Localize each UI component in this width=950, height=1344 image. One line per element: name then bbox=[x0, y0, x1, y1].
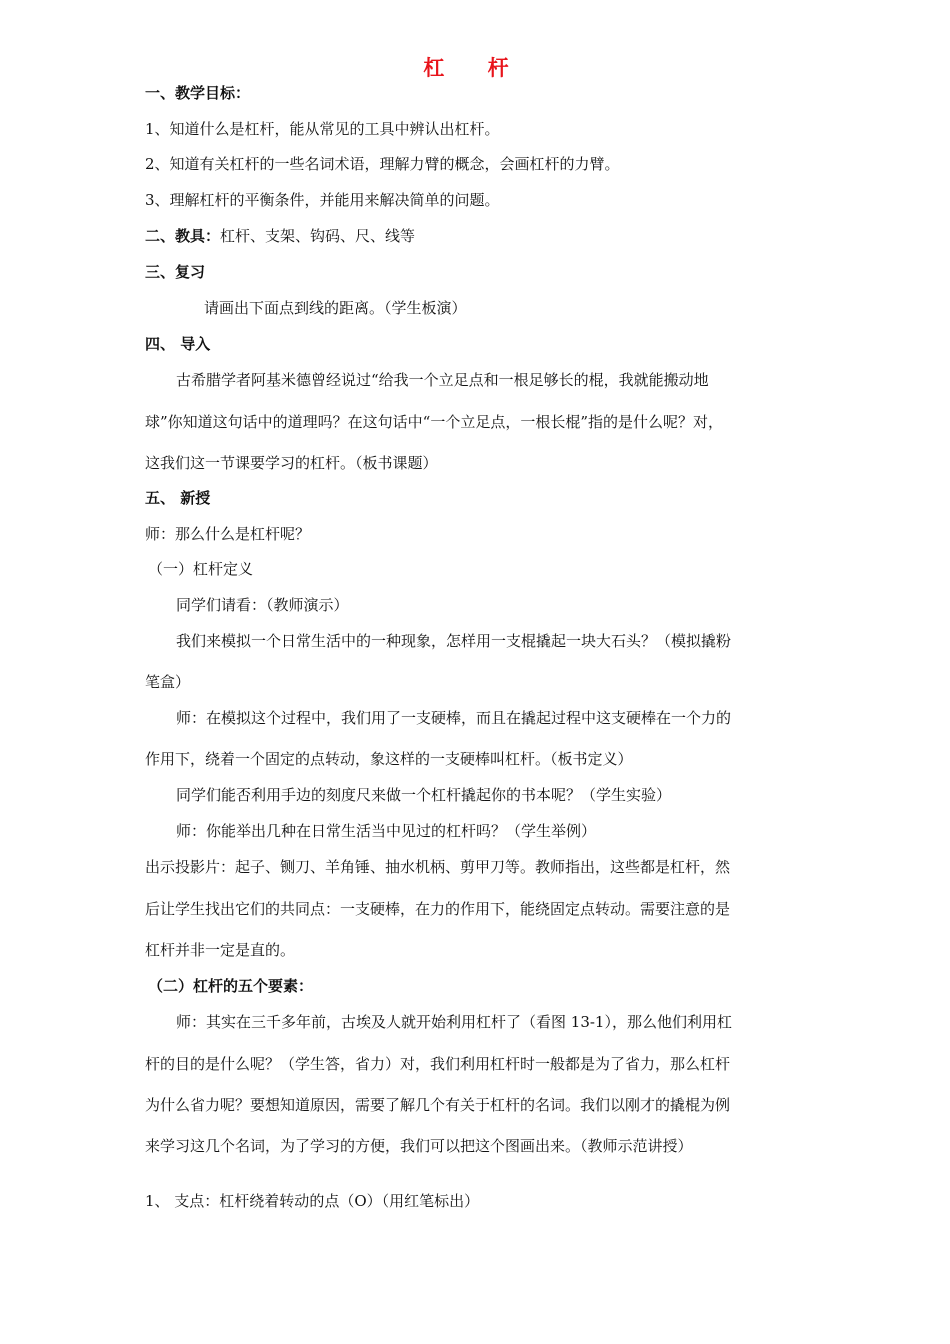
definition-line: 同学们请看：（教师演示） bbox=[176, 596, 349, 614]
five-elements-line: 师：其实在三千多年前，古埃及人就开始利用杠杆了（看图 13-1），那么他们利用杠 bbox=[176, 1013, 732, 1031]
definition-line: 杠杆并非一定是直的。 bbox=[145, 941, 296, 959]
section-heading-intro: 四、 导入 bbox=[145, 335, 211, 353]
definition-line: 后让学生找出它们的共同点：一支硬棒，在力的作用下，能绕固定点转动。需要注意的是 bbox=[145, 900, 731, 918]
definition-line: 我们来模拟一个日常生活中的一种现象，怎样用一支棍撬起一块大石头？（模拟撬粉 bbox=[176, 632, 732, 650]
document-title: 杠 杆 bbox=[423, 55, 527, 80]
review-text: 请画出下面点到线的距离。（学生板演） bbox=[204, 299, 467, 317]
five-elements-line: 为什么省力呢？要想知道原因，需要了解几个有关于杠杆的名词。我们以刚才的撬棍为例 bbox=[145, 1096, 731, 1114]
subsection-heading-five-elements: （二）杠杆的五个要素： bbox=[148, 977, 314, 995]
section-teaching-aids bbox=[145, 226, 415, 246]
definition-line: 笔盒） bbox=[145, 673, 191, 691]
section-heading-review: 三、复习 bbox=[145, 263, 206, 281]
section-heading-aids: 二、教具： bbox=[145, 227, 221, 245]
five-elements-line: 来学习这几个名词，为了学习的方便，我们可以把这个图画出来。（教师示范讲授） bbox=[145, 1137, 693, 1155]
definition-line: 作用下，绕着一个固定的点转动，象这样的一支硬棒叫杠杆。（板书定义） bbox=[145, 750, 633, 768]
subsection-heading-definition: （一）杠杆定义 bbox=[148, 560, 254, 578]
section-heading-new-lesson: 五、 新授 bbox=[145, 489, 211, 507]
teaching-aids-text: 杠杆、支架、钩码、尺、线等 bbox=[220, 227, 416, 245]
definition-line: 师：你能举出几种在日常生活当中见过的杠杆吗？（学生举例） bbox=[176, 822, 597, 840]
intro-line: 这我们这一节课要学习的杠杆。（板书课题） bbox=[145, 454, 438, 472]
section-heading-objectives: 一、教学目标： bbox=[145, 84, 251, 102]
teacher-question: 师：那么什么是杠杆呢？ bbox=[145, 525, 311, 543]
definition-line: 师：在模拟这个过程中，我们用了一支硬棒，而且在撬起过程中这支硬棒在一个力的 bbox=[176, 709, 732, 727]
intro-line: 球”你知道这句话中的道理吗？在这句话中“一个立足点，一根长棍”指的是什么呢？对， bbox=[145, 413, 724, 431]
fulcrum-point: 1、 支点：杠杆绕着转动的点（O）（用红笔标出） bbox=[145, 1192, 480, 1210]
definition-line: 出示投影片：起子、铡刀、羊角锤、抽水机柄、剪甲刀等。教师指出，这些都是杠杆，然 bbox=[145, 858, 731, 876]
intro-line: 古希腊学者阿基米德曾经说过“给我一个立足点和一根足够长的棍，我就能搬动地 bbox=[176, 371, 709, 389]
objective-item: 1、知道什么是杠杆，能从常见的工具中辨认出杠杆。 bbox=[145, 120, 500, 138]
five-elements-line: 杆的目的是什么呢？（学生答，省力）对，我们利用杠杆时一般都是为了省力，那么杠杆 bbox=[145, 1055, 731, 1073]
objective-item: 3、理解杠杆的平衡条件，并能用来解决简单的问题。 bbox=[145, 191, 500, 209]
objective-item: 2、知道有关杠杆的一些名词术语，理解力臂的概念，会画杠杆的力臂。 bbox=[145, 155, 620, 173]
definition-line: 同学们能否利用手边的刻度尺来做一个杠杆撬起你的书本呢？（学生实验） bbox=[176, 786, 672, 804]
